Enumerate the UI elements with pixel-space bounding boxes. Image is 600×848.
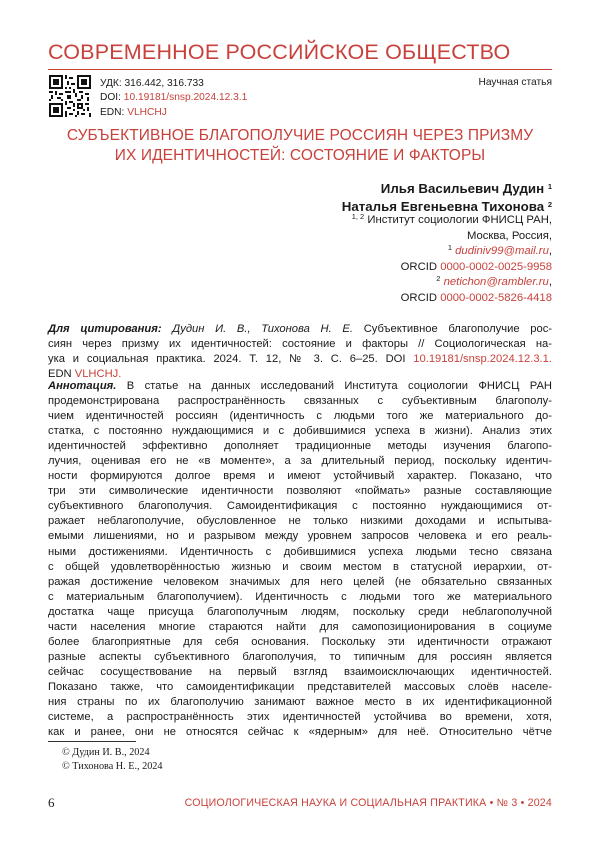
abstract-line: системе, а распространённость этих идентичностей устойчива во времени, хотя, (48, 711, 552, 724)
email-link[interactable]: netichon@rambler.ru (443, 276, 549, 288)
citation-line: сиян через призму их идентичностей: состояние и факторы // Социологическая на- (48, 338, 552, 351)
abstract-line: ными достижениями. Идентичность с добившимися успеха людьми тесно связана (48, 545, 552, 558)
citation-block (48, 322, 552, 382)
citation-line: ука и социальная практика. 2024. Т. 12, № 3. С. 6–25. DOI 10.19181/snsp.2024.12.3.1. (48, 353, 552, 366)
doi-link[interactable]: 10.19181/snsp.2024.12.3.1 (123, 92, 248, 104)
author-name: Наталья Евгеньевна Тихонова $^2$ (341, 198, 552, 214)
edn-line: EDN: VLHCHJ (100, 106, 167, 118)
contact-email: $^2$ netichon@rambler.ru, (436, 274, 552, 288)
citation-line: Для цитирования: Дудин И. В., Тихонова Н. Е. Субъективное благополучие рос- (48, 323, 553, 335)
abstract-line: Аннотация. В статье на данных исследований Института социологии ФНИСЦ РАН (48, 380, 552, 392)
institution: $^{1, 2}$ Институт социологии ФНИСЦ РАН, (351, 212, 552, 226)
abstract-line: ражает неблагополучие, обусловленное не только низкими доходами и испытыва- (48, 515, 552, 528)
abstract-line: субъективного благополучия. Самоидентификация с постоянно нуждающимися от- (48, 500, 552, 513)
copyright-line: © Дудин И. В., 2024 (62, 747, 150, 758)
abstract-line: емыми лишениями, но и разрывом между уровнем запросов человека и его реаль- (48, 530, 552, 543)
udk-code: УДК: 316.442, 316.733 (100, 78, 204, 89)
abstract-line: Показано также, что самоидентификации представителей массовых слоёв населе- (48, 680, 552, 693)
abstract-line: ности формируются долгое время и имеют устойчивый характер. Показано, что (48, 470, 552, 483)
abstract-line: сейчас сосуществование на первый взгляд взаимоисключающих идентичностей. (48, 665, 552, 678)
author-name: Илья Васильевич Дудин $^1$ (380, 181, 552, 196)
abstract-line: лучия, оценивая его не «в моменте», а за длительный период, поскольку идентич- (48, 455, 552, 468)
copyright-line: © Тихонова Н. Е., 2024 (62, 760, 163, 772)
abstract-line: чием идентичностей россиян (идентичность с людьми того же материального до- (48, 410, 552, 423)
abstract-line: идентичностей эффективно дополняет традиционные методы изучения благопо- (48, 440, 552, 453)
doi-line: DOI: 10.19181/snsp.2024.12.3.1 (100, 92, 248, 104)
article-title (48, 126, 552, 166)
footnote-divider (48, 741, 136, 742)
page-number: 6 (48, 795, 55, 810)
abstract-line: с общей удовлетворённостью жизнью и своим местом в статусной иерархии, от- (48, 560, 552, 573)
abstract-line: продемонстрирована распространённость связанных с субъективным благополу- (48, 395, 552, 408)
abstract-line: разные аспекты субъективного благополучия, то типичным для россиян является (48, 650, 552, 663)
edn-link[interactable]: VLHCHJ (127, 106, 167, 118)
abstract-line: более благоприятные для себя основания. Поскольку эти идентичности отражают (48, 635, 552, 648)
orcid-line: ORCID 0000-0002-5826-4418 (400, 291, 552, 304)
journal-section-title: СОВРЕМЕННОЕ РОССИЙСКОЕ ОБЩЕСТВО (48, 40, 511, 64)
abstract-line: части населения многие стараются найти для самопозиционирования в социуме (48, 620, 552, 633)
citation-doi-link[interactable]: 10.19181/snsp.2024.12.3.1. (413, 353, 552, 366)
abstract-line: статка, с постоянно нуждающимися и с добившимися успеха в жизни). Анализ этих (48, 425, 552, 438)
abstract-line: с материальным благополучием). Идентичность с людьми того же материального (48, 590, 552, 603)
running-title: СОЦИОЛОГИЧЕСКАЯ НАУКА И СОЦИАЛЬНАЯ ПРАКТИКА • № 3 • 2024 (184, 797, 552, 809)
title-divider (48, 69, 552, 70)
abstract-line: ния страны по их благополучию занимают важное место в их идентификационной (48, 695, 552, 708)
article-type-label: Научная статья (478, 77, 552, 88)
email-link[interactable]: dudiniv99@mail.ru (455, 245, 549, 257)
affiliation-block (352, 213, 552, 306)
contact-email: $^1$ dudiniv99@mail.ru, (447, 243, 552, 257)
citation-edn-link[interactable]: VLHCHJ. (74, 368, 122, 381)
article-title-line: ИХ ИДЕНТИЧНОСТЕЙ: СОСТОЯНИЕ И ФАКТОРЫ (114, 147, 486, 164)
orcid-link[interactable]: 0000-0002-0025-9958 (440, 260, 552, 273)
author-list (342, 180, 552, 215)
qr-code-icon (49, 75, 91, 117)
abstract-block (48, 379, 552, 740)
abstract-line: как и ранее, они не относятся сейчас к «ядерным» для неё. Относительно чётче (48, 726, 552, 739)
abstract-line: достатка чаще присуща благополучным людям, поскольку среди неблагополучной (48, 605, 552, 618)
city: Москва, Россия, (466, 229, 552, 242)
article-metadata (100, 77, 247, 120)
article-title-line: СУБЪЕКТИВНОЕ БЛАГОПОЛУЧИЕ РОССИЯН ЧЕРЕЗ ПРИЗМУ (66, 127, 534, 144)
orcid-line: ORCID 0000-0002-0025-9958 (400, 260, 552, 273)
abstract-line: три эти символические идентичности позволяют «поймать» разные составляющие (48, 485, 552, 498)
copyright-notes (62, 746, 163, 773)
citation-line: EDN VLHCHJ. (48, 368, 122, 381)
abstract-line: ражая достижение человеком значимых для него целей (не обязательно связанных (48, 575, 552, 588)
orcid-link[interactable]: 0000-0002-5826-4418 (440, 291, 552, 304)
